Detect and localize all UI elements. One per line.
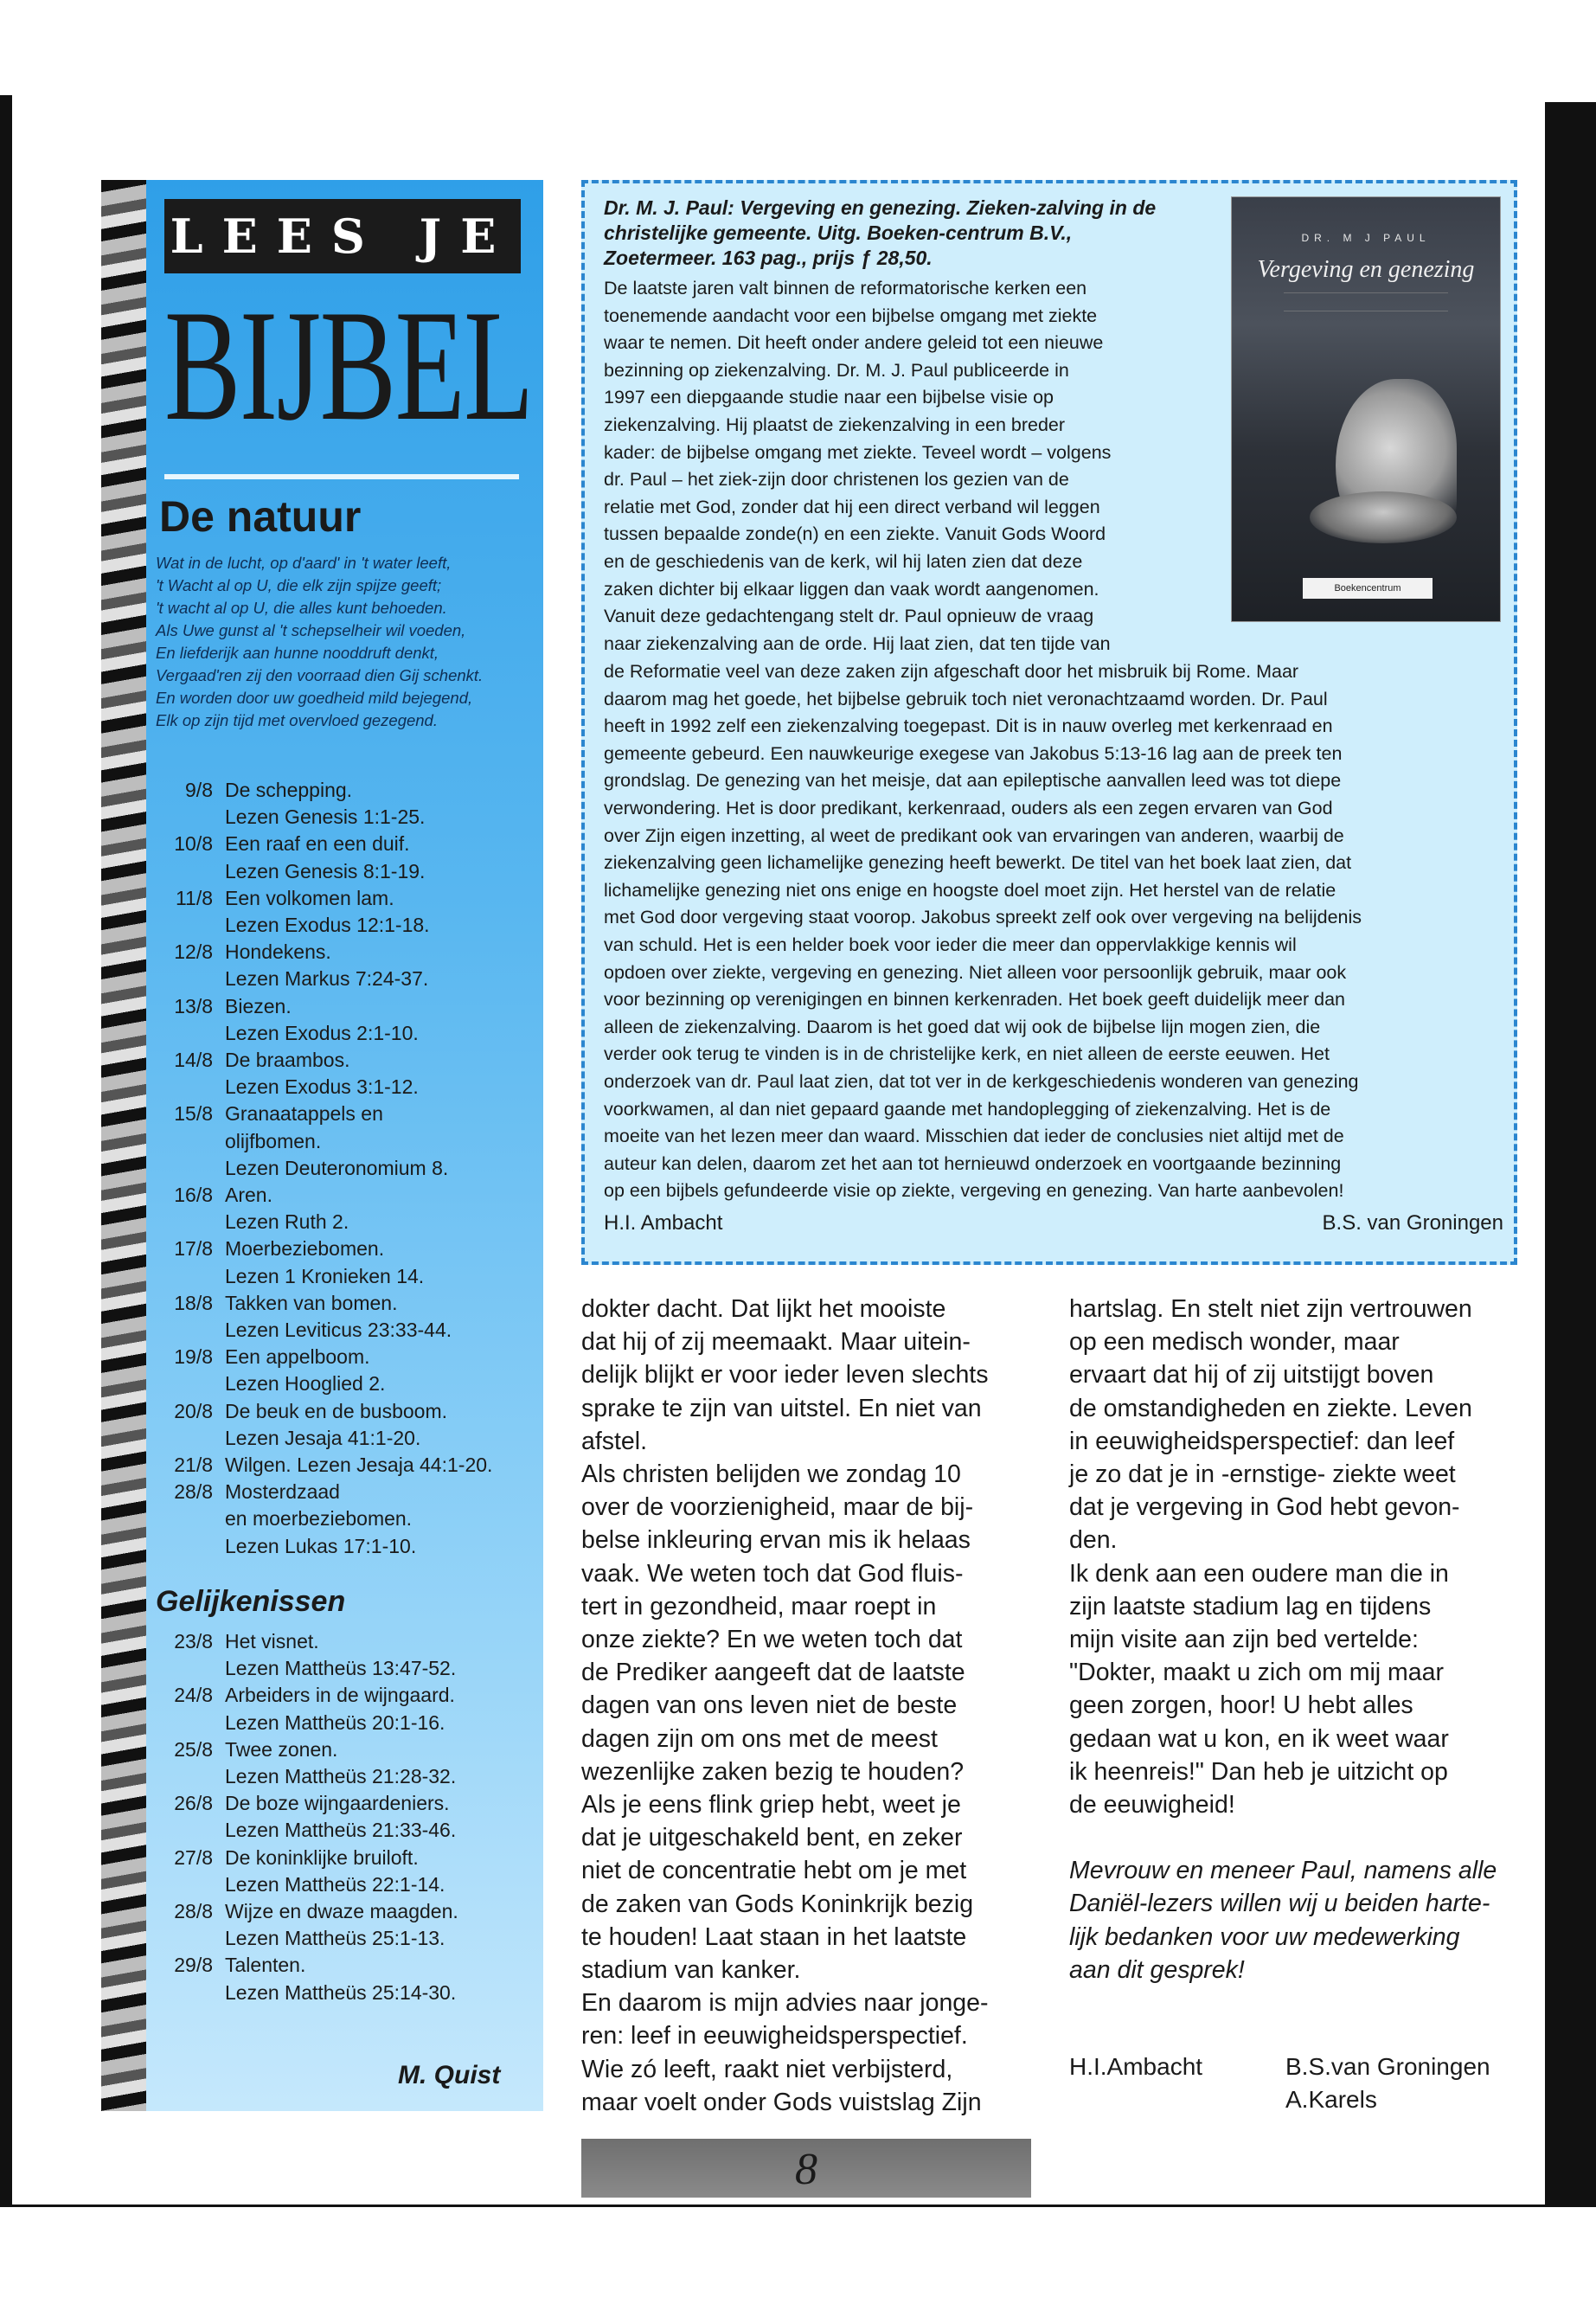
signature-van-groningen: B.S.van Groningen — [1285, 2053, 1490, 2080]
reading-line: Lezen Exodus 12:1-18. — [225, 914, 430, 937]
reading-item — [156, 993, 536, 1047]
reading-date: 15/8 — [174, 1102, 213, 1126]
review-line: zaken dichter bij elkaar liggen dan vaak wordt aangenomen. — [604, 578, 1099, 600]
cover-author: DR. M J PAUL — [1301, 232, 1431, 244]
closing-line: aan dit gesprek! — [1069, 1955, 1245, 1984]
reading-line: Granaatappels en — [225, 1102, 383, 1126]
reading-line: Lezen Mattheüs 25:1-13. — [225, 1927, 445, 1950]
reading-item — [156, 1790, 536, 1844]
reading-text — [225, 1479, 536, 1560]
article-line: ren: leef in eeuwigheidsperspectief. — [581, 2022, 968, 2050]
reading-text — [225, 1736, 536, 1790]
reading-line: Een appelboom. — [225, 1345, 370, 1369]
reading-line: Arbeiders in de wijngaard. — [225, 1684, 455, 1707]
reading-date: 21/8 — [174, 1454, 213, 1477]
review-line: tussen bepaalde zonde(n) en een ziekte. Vanuit Gods Woord — [604, 523, 1106, 545]
article-line: op een medisch wonder, maar — [1069, 1328, 1400, 1357]
article-line: wezenlijke zaken bezig te houden? — [581, 1757, 965, 1786]
reading-line: Lezen Mattheüs 22:1-14. — [225, 1872, 445, 1896]
reading-text — [225, 1101, 536, 1182]
scan-margin-bottom — [0, 2205, 1596, 2304]
closing-line: lijk bedanken voor uw medewerking — [1069, 1922, 1460, 1951]
review-line: op een bijbels gefundeerde visie op ziekte, vergeving en genezing. Van harte aanbevolen! — [604, 1180, 1344, 1202]
review-line: verwondering. Het is door predikant, kerkenraad, ouders als een zegen ervaren van God — [604, 797, 1333, 818]
article-line: stadium van kanker. — [581, 1956, 801, 1985]
review-line: moeite van het lezen meer dan waard. Misschien dat ieder de conclusies niet altijd met de — [604, 1126, 1344, 1147]
reading-text — [225, 1398, 536, 1452]
reading-line: Lezen Markus 7:24-37. — [225, 967, 429, 991]
reading-date: 20/8 — [174, 1399, 213, 1422]
article-line: te houden! Laat staan in het laatste — [581, 1922, 967, 1951]
reading-item — [156, 1845, 536, 1898]
reading-list-natuur — [156, 777, 536, 1560]
reading-date: 16/8 — [174, 1184, 213, 1207]
reading-item — [156, 1452, 536, 1479]
page-number: 8 — [795, 2145, 817, 2194]
book-cover-image — [1232, 197, 1500, 621]
cover-publisher: Boekencentrum — [1303, 578, 1433, 599]
reading-item — [156, 1182, 536, 1235]
reading-line: Lezen Deuteronomium 8. — [225, 1156, 449, 1179]
article-line: den. — [1069, 1526, 1118, 1555]
reading-text — [225, 1628, 536, 1682]
review-line: gemeente gebeurd. Een nauwkeurige exegese van Jakobus 5:13-16 lag aan de preek ten — [604, 742, 1343, 764]
scan-edge-left — [0, 95, 12, 2206]
reading-date: 27/8 — [174, 1845, 213, 1869]
reading-date: 25/8 — [174, 1737, 213, 1761]
review-line: daarom mag het goede, het bijbelse gebruik toch niet veronachtzaamd worden. Dr. Paul — [604, 688, 1328, 709]
reading-text — [225, 777, 536, 831]
reading-line: Het visnet. — [225, 1630, 319, 1653]
reading-text — [225, 1344, 536, 1397]
reading-line: De koninklijke bruiloft. — [225, 1845, 419, 1869]
reading-date: 9/8 — [185, 779, 213, 801]
reading-item — [156, 1628, 536, 1682]
reading-item — [156, 1047, 536, 1101]
reading-line: Lezen Genesis 1:1-25. — [225, 805, 426, 829]
article-line: tert in gezondheid, maar roept in — [581, 1592, 937, 1621]
reading-line: Biezen. — [225, 994, 292, 1017]
article-line: in eeuwigheidsperspectief: dan leef — [1069, 1427, 1455, 1455]
review-line: ziekenzalving geen lichamelijke genezing heeft bewerkt. De titel van het boek laat zien, dat — [604, 852, 1352, 874]
article-line: dat je uitgeschakeld bent, en zeker — [581, 1824, 963, 1852]
reading-line: Takken van bomen. — [225, 1291, 398, 1314]
cover-title: Vergeving en genezing — [1257, 256, 1475, 283]
poem-line: En liefderijk aan hunne nooddruft denkt, — [156, 644, 439, 662]
review-signatures — [604, 1211, 1503, 1235]
reading-date: 12/8 — [174, 940, 213, 964]
scan-margin-top — [0, 0, 1596, 95]
closing-line: Daniël-lezers willen wij u beiden harte- — [1069, 1890, 1490, 1918]
article-line: Ik denk aan een oudere man die in — [1069, 1559, 1449, 1588]
reading-line: Aren. — [225, 1184, 272, 1207]
reading-line: De schepping. — [225, 779, 353, 801]
reading-date: 19/8 — [174, 1345, 213, 1369]
review-line: naar ziekenzalving aan de orde. Hij laat zien, dat ten tijde van — [604, 632, 1111, 654]
paragraph-spacer — [1069, 1821, 1536, 1854]
reading-line: Lezen Mattheüs 13:47-52. — [225, 1657, 457, 1680]
reading-text — [225, 885, 536, 939]
article-line: delijk blijkt er voor ieder leven slechts — [581, 1361, 989, 1389]
article-line: maar voelt onder Gods vuistslag Zijn — [581, 2088, 982, 2116]
poem — [156, 552, 536, 732]
review-line: toenemende aandacht voor een bijbelse omgang met ziekte — [604, 305, 1098, 326]
scan-edge-right — [1545, 102, 1596, 2205]
reading-item — [156, 885, 536, 939]
review-heading-line: Dr. M. J. Paul: Vergeving en genezing. Zieken-zalving in de — [604, 196, 1157, 219]
reading-date: 29/8 — [174, 1954, 213, 1977]
review-line: voorkwamen, al dan niet gepaard gaande met handoplegging of ziekenzalving. Het is de — [604, 1098, 1331, 1120]
article-line: Wie zó leeft, raakt niet verbijsterd, — [581, 2055, 953, 2083]
poem-line: 't Wacht al op U, die elk zijn spijze geeft; — [156, 576, 442, 594]
review-line: voor bezinning op verenigingen en binnen kerkenraden. Het boek geeft duidelijk meer dan — [604, 989, 1345, 1011]
reading-text — [225, 1182, 536, 1235]
reading-text — [225, 1682, 536, 1736]
reading-item — [156, 831, 536, 884]
review-heading-line: christelijke gemeente. Uitg. Boeken-centrum B.V., — [604, 221, 1073, 244]
review-heading — [604, 196, 1209, 271]
article-line: de omstandigheden en ziekte. Leven — [1069, 1394, 1472, 1422]
section-title-gelijkenissen: Gelijkenissen — [156, 1585, 346, 1618]
reading-text — [225, 1898, 536, 1952]
poem-line: Als Uwe gunst al 't schepselheir wil voeden, — [156, 621, 466, 639]
review-line: lichamelijke genezing niet ons enige en hoogste doel moet zijn. Het herstel van de relatie — [604, 879, 1336, 901]
reading-item — [156, 1952, 536, 2006]
reading-line: De beuk en de busboom. — [225, 1399, 448, 1422]
article-line: sprake te zijn van uitstel. En niet van — [581, 1394, 982, 1422]
reading-item — [156, 939, 536, 992]
reading-date: 28/8 — [174, 1900, 213, 1923]
reading-item — [156, 777, 536, 831]
review-line: met God door vergeving staat voorop. Jakobus spreekt zelf ook over vergeving na belijdenis — [604, 907, 1362, 928]
article-line: En daarom is mijn advies naar jonge- — [581, 1989, 989, 2018]
review-line: Vanuit deze gedachtengang stelt dr. Paul opnieuw de vraag — [604, 606, 1094, 627]
reading-line: Lezen Leviticus 23:33-44. — [225, 1319, 452, 1342]
reading-line: Lezen Exodus 2:1-10. — [225, 1021, 419, 1044]
closing-line: Mevrouw en meneer Paul, namens alle — [1069, 1857, 1497, 1885]
reading-line: Hondekens. — [225, 940, 331, 964]
review-heading-line: Zoetermeer. 163 pag., prijs ƒ 28,50. — [604, 247, 933, 269]
reading-line: Een volkomen lam. — [225, 886, 394, 909]
reading-date: 10/8 — [174, 832, 213, 856]
lees-je-banner: LEES JE — [164, 199, 521, 273]
poem-line: Vergaad'ren zij den voorraad dien Gij schenkt. — [156, 666, 484, 684]
reading-text — [225, 831, 536, 884]
sidebar-author: M. Quist — [398, 2061, 501, 2089]
review-line: auteur kan delen, daarom zet het aan tot hernieuwd onderzoek en voortgaande bezinning — [604, 1152, 1342, 1174]
reading-item — [156, 1736, 536, 1790]
reading-text — [225, 993, 536, 1047]
article-line: onze ziekte? En we weten toch dat — [581, 1626, 963, 1654]
article-line: ervaart dat hij of zij uitstijgt boven — [1069, 1361, 1434, 1389]
reading-text — [225, 1452, 536, 1479]
title-divider — [164, 474, 519, 479]
reading-item — [156, 1682, 536, 1736]
reading-item — [156, 1479, 536, 1560]
reading-line: Lezen Hooglied 2. — [225, 1372, 386, 1396]
article-line: je zo dat je in -ernstige- ziekte weet — [1069, 1460, 1456, 1489]
review-line: relatie met God, zonder dat hij een direct verband wil leggen — [604, 496, 1100, 517]
review-line: heeft in 1992 zelf een ziekenzalving toegepast. Dit is in nauw overleg met kerkenraad en — [604, 716, 1333, 737]
signature-karels: A.Karels — [1285, 2086, 1377, 2113]
decorative-stripes — [101, 180, 146, 2111]
article-column-2 — [1069, 1293, 1536, 1986]
review-line: van schuld. Het is een helder boek voor ieder die meer dan oppervlakkige kennis wil — [604, 934, 1297, 955]
cover-subtitle-band — [1284, 292, 1448, 311]
article-line: de eeuwigheid! — [1069, 1791, 1235, 1819]
review-line: De laatste jaren valt binnen de reformatorische kerken een — [604, 278, 1087, 298]
reading-line: Lezen Mattheüs 20:1-16. — [225, 1710, 445, 1734]
reading-item — [156, 1235, 536, 1289]
review-body-bottom — [604, 658, 1503, 1205]
article-line: hartslag. En stelt niet zijn vertrouwen — [1069, 1295, 1472, 1323]
article-line: zijn laatste stadium lag en tijdens — [1069, 1592, 1432, 1621]
article-line: de Prediker aangeeft dat de laatste — [581, 1659, 965, 1687]
review-line: waar te nemen. Dit heeft onder andere geleid tot een nieuwe — [604, 332, 1104, 354]
reading-line: Lezen Ruth 2. — [225, 1210, 349, 1234]
bijbel-title: BIJBEL — [164, 277, 533, 453]
article-line: ik heenreis!" Dan heb je uitzicht op — [1069, 1757, 1448, 1786]
reading-line: en moerbeziebomen. — [225, 1507, 413, 1531]
reading-line: Lezen Mattheüs 21:33-46. — [225, 1819, 457, 1842]
reading-line: Lezen Mattheüs 25:14-30. — [225, 1980, 457, 2004]
article-line: gedaan wat u kon, en ik weet waar — [1069, 1724, 1449, 1753]
article-line: de zaken van Gods Koninkrijk bezig — [581, 1890, 974, 1918]
reading-line: Lezen Jesaja 41:1-20. — [225, 1426, 421, 1449]
cover-cup-photo — [1310, 491, 1457, 543]
reading-line: Mosterdzaad — [225, 1480, 340, 1504]
article-line: Als je eens flink griep hebt, weet je — [581, 1791, 961, 1819]
reading-line: Lezen Exodus 3:1-12. — [225, 1075, 419, 1099]
review-line: dr. Paul – het ziek-zijn door christenen los gezien van de — [604, 469, 1069, 491]
review-body-top — [604, 275, 1209, 658]
review-line: onderzoek van dr. Paul laat zien, dat tot ver in de kerkgeschiedenis wonderen van genezing — [604, 1070, 1359, 1092]
reading-text — [225, 1790, 536, 1844]
reading-line: Wijze en dwaze maagden. — [225, 1900, 458, 1923]
review-line: ziekenzalving. Hij plaatst de ziekenzalving in een breder — [604, 414, 1066, 435]
reading-line: Talenten. — [225, 1954, 306, 1977]
reading-text — [225, 939, 536, 992]
article-line: Als christen belijden we zondag 10 — [581, 1460, 961, 1489]
section-title-natuur: De natuur — [159, 492, 362, 541]
reading-text — [225, 1235, 536, 1289]
reading-line: Twee zonen. — [225, 1737, 338, 1761]
reading-list-gelijkenissen — [156, 1628, 536, 2006]
review-line: bezinning op ziekenzalving. Dr. M. J. Paul publiceerde in — [604, 359, 1069, 381]
reading-line: Moerbeziebomen. — [225, 1237, 385, 1261]
poem-line: Elk op zijn tijd met overvloed gezegend. — [156, 711, 438, 729]
article-line: "Dokter, maakt u zich om mij maar — [1069, 1659, 1444, 1687]
reading-text — [225, 1952, 536, 2006]
reading-date: 26/8 — [174, 1792, 213, 1815]
reading-line: olijfbomen. — [225, 1129, 322, 1152]
reading-item — [156, 1101, 536, 1182]
poem-line: En worden door uw goedheid mild bejegend, — [156, 689, 473, 707]
article-line: mijn visite aan zijn bed vertelde: — [1069, 1626, 1419, 1654]
poem-line: 't wacht al op U, die alles kunt behoeden. — [156, 599, 447, 617]
reading-text — [225, 1047, 536, 1101]
reading-item — [156, 1290, 536, 1344]
reading-line: Lezen Genesis 8:1-19. — [225, 859, 426, 882]
article-line: vaak. We weten toch dat God fluis- — [581, 1559, 964, 1588]
article-line: dokter dacht. Dat lijkt het mooiste — [581, 1295, 946, 1323]
signature-ambacht: H.I.Ambacht — [1069, 2053, 1203, 2080]
review-sign-left: H.I. Ambacht — [604, 1211, 723, 1235]
review-line: grondslag. De genezing van het meisje, dat aan epileptische aanvallen leed was tot diepe — [604, 770, 1342, 792]
article-column-1 — [581, 1293, 1048, 2119]
article-line: belse inkleuring ervan mis ik helaas — [581, 1526, 971, 1555]
reading-line: Lezen 1 Kronieken 14. — [225, 1264, 425, 1287]
reading-text — [225, 1845, 536, 1898]
article-line: dagen zijn om ons met de meest — [581, 1724, 938, 1753]
reading-date: 14/8 — [174, 1049, 213, 1072]
article-line: geen zorgen, hoor! U hebt alles — [1069, 1691, 1413, 1720]
review-line: over Zijn eigen inzetting, al weet de predikant ook van ervaringen van anderen, waarbij de — [604, 825, 1344, 846]
review-sign-right: B.S. van Groningen — [1322, 1211, 1503, 1235]
review-line: opdoen over ziekte, vergeving en genezing. Niet alleen voor persoonlijk gebruik, maar ook — [604, 961, 1347, 983]
poem-line: Wat in de lucht, op d'aard' in 't water leeft, — [156, 554, 452, 572]
reading-date: 11/8 — [175, 886, 213, 909]
review-line: de Reformatie veel van deze zaken zijn afgeschaft door het misbruik bij Rome. Maar — [604, 661, 1299, 682]
reading-line: Een raaf en een duif. — [225, 832, 410, 856]
reading-item — [156, 1898, 536, 1952]
reading-item — [156, 1344, 536, 1397]
review-line: verder ook terug te vinden is in de christelijke kerk, en niet alleen de eerste eeuwen. Het — [604, 1043, 1330, 1065]
article-line: niet de concentratie hebt om je met — [581, 1857, 967, 1885]
reading-text — [225, 1290, 536, 1344]
reading-date: 13/8 — [174, 994, 213, 1017]
reading-line: De boze wijngaardeniers. — [225, 1792, 450, 1815]
reading-date: 23/8 — [174, 1630, 213, 1653]
reading-line: De braambos. — [225, 1049, 350, 1072]
article-line: afstel. — [581, 1427, 648, 1455]
review-line: 1997 een diepgaande studie naar een bijbelse visie op — [604, 387, 1054, 408]
reading-item — [156, 1398, 536, 1452]
article-line: over de voorzienigheid, maar de bij- — [581, 1493, 974, 1522]
article-line: dat je vergeving in God hebt gevon- — [1069, 1493, 1460, 1522]
article-line: dat hij of zij meemaakt. Maar uitein- — [581, 1328, 971, 1357]
review-line: en de geschiedenis van de kerk, wil hij laten zien dat deze — [604, 550, 1083, 572]
reading-line: Wilgen. Lezen Jesaja 44:1-20. — [225, 1454, 493, 1477]
reading-date: 28/8 — [174, 1480, 213, 1504]
review-line: alleen de ziekenzalving. Daarom is het goed dat wij ook de bijbelse lijn mogen zien, die — [604, 1016, 1321, 1037]
reading-date: 18/8 — [174, 1291, 213, 1314]
reading-date: 17/8 — [174, 1237, 213, 1261]
article-line: dagen van ons leven niet de beste — [581, 1691, 958, 1720]
reading-line: Lezen Mattheüs 21:28-32. — [225, 1765, 457, 1788]
review-line: kader: de bijbelse omgang met ziekte. Teveel wordt – volgens — [604, 441, 1112, 463]
reading-date: 24/8 — [174, 1684, 213, 1707]
reading-line: Lezen Lukas 17:1-10. — [225, 1534, 417, 1557]
